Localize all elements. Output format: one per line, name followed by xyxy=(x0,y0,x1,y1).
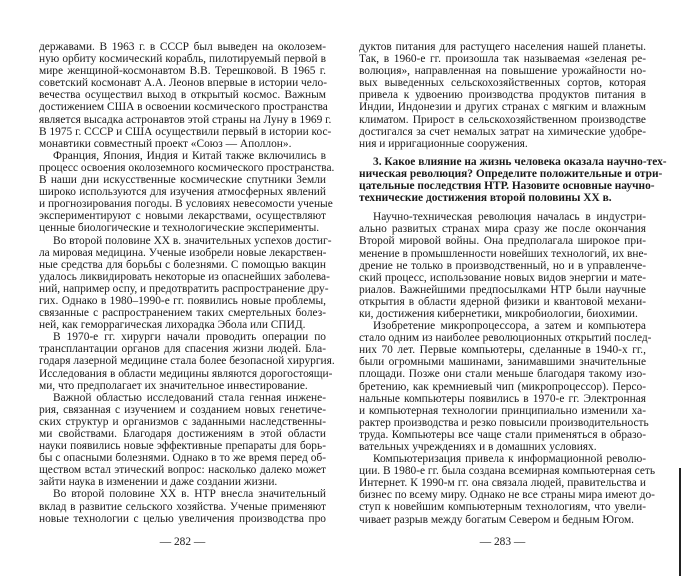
text-line: науки появились новые эффективные препараты для борь- xyxy=(39,440,326,453)
text-line: привела к удвоению производства продуктов питания в xyxy=(359,89,646,102)
text-line: ния и ирригационные сооружения. xyxy=(359,137,528,150)
text-line: бретению, как кремниевый чип (микропроцессор). Персо- xyxy=(359,380,646,393)
text-line: волюция», направленная на повышение урожайности но- xyxy=(359,65,646,78)
text-line: ции. В 1980-е гг. была создана всемирная компьютерная сеть xyxy=(359,465,656,478)
heading-line: ническая революция? Определите положительные и отри- xyxy=(359,167,663,180)
text-line: достигался за счет немалых затрат на химические удобре- xyxy=(359,125,646,138)
text-line: рия, связанная с изучением и созданием новых генетиче- xyxy=(39,403,326,416)
paragraph xyxy=(39,41,332,150)
text-line: ских структур и организмов с заданными наследственны- xyxy=(39,415,326,428)
text-line: В 1975 г. СССР и США осуществили первый в истории кос- xyxy=(39,125,332,138)
text-line: менение в промышленности новейших технологий, их вне- xyxy=(359,247,648,260)
text-line: и прогнозирования погоды. В условиях невесомости ученые xyxy=(39,198,333,211)
text-line: Так, в 1960-е гг. произошла так называемая «зеленая ре- xyxy=(359,53,646,66)
heading-line: технические достижения второй половины XX в. xyxy=(359,192,612,205)
paragraph xyxy=(359,211,646,320)
paragraph xyxy=(39,149,335,235)
text-line: климатом. Прирост в сельскохозяйственном производстве xyxy=(359,113,646,126)
paragraph xyxy=(359,320,652,453)
text-line: нальные компьютеры появились в 1970-е гг. Электронная xyxy=(359,392,646,405)
paragraph xyxy=(39,331,335,392)
text-line: новые технологии с целью увеличения производства про xyxy=(39,512,326,525)
text-line: трансплантации органов для спасения жизни людей. Бла- xyxy=(39,343,326,356)
text-line: площади. Позже они стали меньше благодаря такому изо- xyxy=(359,368,646,381)
page-number-left: — 282 — xyxy=(159,536,206,548)
text-line: и компьютерная технологии принципиально изменили ха- xyxy=(359,404,646,417)
text-line: ней, как геморрагическая лихорадка Эбола или СПИД. xyxy=(39,319,306,332)
text-line: Во второй половине XX в. НТР внесла значительный xyxy=(53,488,326,501)
text-line: Во второй половине XX в. значительных успехов достиг- xyxy=(53,234,332,247)
page-number-right: — 283 — xyxy=(479,536,526,548)
text-line: ский процесс, использование новых видов энергии и мате- xyxy=(359,271,646,284)
text-line: риалов. Важнейшими предпосылками НТР были научные xyxy=(359,283,646,296)
text-line: экспериментируют с новыми лекарствами, осуществляют xyxy=(39,210,326,223)
text-line: дрение не только в производственный, но и в управленче- xyxy=(359,259,646,272)
text-line: В 1970-е гг. хирурги начали проводить операции по xyxy=(53,331,326,344)
text-line: ми свойствами. Благодаря достижениям в этой области xyxy=(39,428,326,440)
text-line: вательных учреждениях и в домашних условиях. xyxy=(359,441,597,453)
text-line: монавтики совместный проект «Союз — Аполлон». xyxy=(39,137,292,150)
text-line: ную орбиту космический корабль, пилотируемый первой в xyxy=(39,53,326,66)
text-line: ний, например оспу, и предотвратить распространение дру- xyxy=(39,282,329,295)
text-line: дуктов питания для растущего населения нашей планеты. xyxy=(359,41,646,53)
text-line: связанные с распространением таких смертельных болез- xyxy=(39,307,326,320)
text-line: зайти наука в изменении и даже создании жизни. xyxy=(39,476,278,489)
scan-edge-shadow xyxy=(679,468,681,576)
paragraph xyxy=(39,392,326,489)
paragraph xyxy=(359,41,646,150)
paragraph xyxy=(359,453,656,526)
text-line: ступ к новейшим компьютерным технологиям, что увели- xyxy=(359,501,646,514)
text-line: советский космонавт А.А. Леонов впервые в истории чело- xyxy=(39,77,327,90)
text-line: Франция, Япония, Индия и Китай также включились в xyxy=(53,149,326,162)
text-line: вых выведенных сельскохозяйственных сортов, которая xyxy=(359,77,646,90)
text-line: В наши дни искусственные космические спутники Земли xyxy=(39,174,326,187)
text-line: Научно-техническая революция началась в индустри- xyxy=(373,211,646,224)
text-line: Интернет. К 1990-м гг. она связала людей, правительства и xyxy=(359,477,646,490)
text-line: были огромными машинами, занимавшими значительные xyxy=(359,356,646,369)
text-line: ные средства для борьбы с болезнями. С помощью вакцин xyxy=(39,258,326,271)
text-line: стало одним из наиболее революционных открытий послед- xyxy=(359,332,652,345)
text-line: чивает разрыв между богатым Севером и бедным Югом. xyxy=(359,513,635,526)
text-line: Второй мировой войны. Она предполагала широкое при- xyxy=(359,235,646,248)
text-line: Важной областью исследований стала генная инжене- xyxy=(53,391,326,404)
text-line: Изобретение микропроцессора, а затем и компьютера xyxy=(373,320,646,333)
text-line: вклад в развитие сельского хозяйства. Ученые применяют xyxy=(39,500,326,513)
paragraph xyxy=(39,234,332,332)
heading-line: 3. Какое влияние на жизнь человека оказала научно-тех- xyxy=(373,155,667,168)
left-page-text xyxy=(39,41,335,525)
text-line: гих. Однако в 1980–1990-е гг. появились новые проблемы, xyxy=(39,294,326,307)
text-line: ществом встал этический вопрос: насколько далеко может xyxy=(39,464,326,477)
text-line: ки, достижения кибернетики, микробиологии, биохимии. xyxy=(359,307,638,320)
text-line: бы с опасными болезнями. Однако в то же время перед об- xyxy=(39,452,326,465)
text-line: вечества осуществил выход в открытый космос. Важным xyxy=(39,89,326,102)
heading-line: цательные последствия НТР. Назовите основные научно- xyxy=(359,180,655,193)
text-line: ми, что предполагает их значительное инвестирование. xyxy=(39,379,308,392)
text-line: Компьютеризация привела к информационной револю- xyxy=(373,453,646,466)
text-line: открытия в области ядерной физики и квантовой механи- xyxy=(359,295,646,308)
text-line: бизнес по всему миру. Однако не все страны мира имеют до- xyxy=(359,489,655,502)
text-line: достижением США в освоении космического пространства xyxy=(39,101,328,114)
text-line: державами. В 1963 г. в СССР был выведен на околозем- xyxy=(39,41,326,53)
text-line: удалось ликвидировать некоторые из опаснейших заболева- xyxy=(39,270,330,283)
text-line: рактер производства и резко повысили производительность xyxy=(359,416,649,429)
text-line: ла мировая медицина. Ученые изобрели новые лекарствен- xyxy=(39,246,327,259)
text-line: ально развитых странах мира сразу же после окончания xyxy=(359,223,646,236)
question-heading xyxy=(359,155,667,205)
text-line: процесс освоения околоземного космического пространства. xyxy=(39,161,335,174)
text-line: труда. Компьютеры все чаще стали применяться в образо- xyxy=(359,428,646,441)
text-line: Исследования в области медицины являются дорогостоящи- xyxy=(39,367,333,380)
text-line: мире женщиной-космонавтом В.В. Терешковой. В 1965 г. xyxy=(39,65,326,78)
text-line: ценные биологические и технологические эксперименты. xyxy=(39,222,320,235)
text-line: является высадка астронавтов этой страны на Луну в 1969 г. xyxy=(39,113,332,126)
text-line: годаря лазерной медицине стала более безопасной хирургия. xyxy=(39,355,335,368)
text-line: широко используются для изучения атмосферных явлений xyxy=(39,186,326,199)
text-line: них 70 лет. Первые компьютеры, сделанные в 1940-х гг., xyxy=(359,344,646,357)
paragraph xyxy=(39,488,326,524)
right-page-text xyxy=(359,41,667,526)
text-line: Индии, Индонезии и других странах с мягким и влажным xyxy=(359,101,646,114)
